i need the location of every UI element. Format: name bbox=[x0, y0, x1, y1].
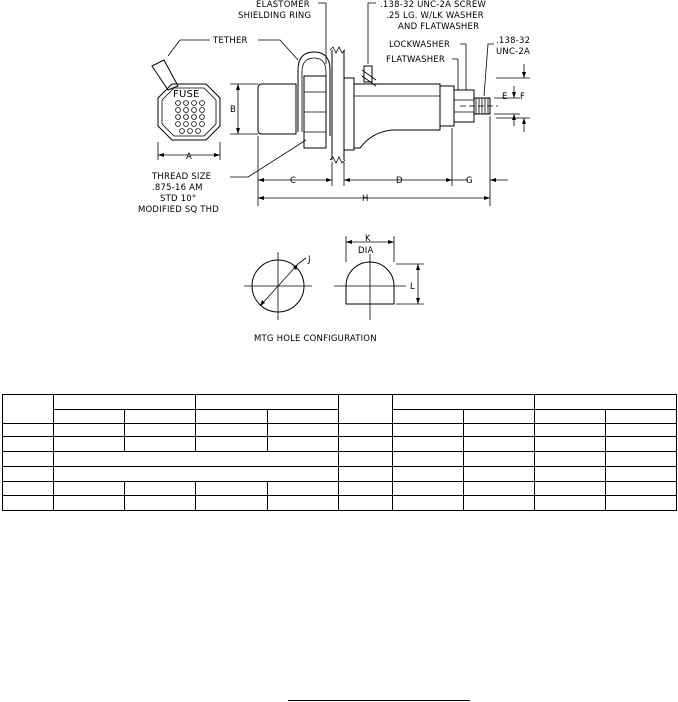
table-cell bbox=[196, 395, 339, 410]
dim-a-label: A bbox=[186, 152, 193, 162]
table-cell bbox=[54, 395, 196, 410]
screw-label-1: .138-32 UNC-2A SCREW bbox=[380, 0, 487, 10]
tether-label: TETHER bbox=[213, 36, 248, 46]
thread-label-1: THREAD SIZE bbox=[152, 172, 212, 182]
fuse-text: FUSE bbox=[173, 89, 200, 100]
dim-l-label: L bbox=[410, 282, 415, 292]
pin-grid bbox=[176, 101, 205, 134]
lockwasher-label: LOCKWASHER bbox=[389, 40, 451, 50]
dim-f-label: F bbox=[520, 92, 526, 102]
dim-c-label: C bbox=[290, 176, 297, 186]
thread-label-2: .875-16 AM bbox=[152, 183, 203, 193]
holder-side-view bbox=[230, 47, 530, 206]
table-cell bbox=[534, 395, 676, 410]
screw-label-2: .25 LG. W/LK WASHER bbox=[386, 11, 484, 21]
thread-label-3: STD 10° bbox=[160, 194, 197, 204]
dim-g-label: G bbox=[466, 176, 473, 186]
table-cell bbox=[3, 395, 54, 424]
elastomer-label-1: ELASTOMER bbox=[256, 0, 310, 10]
dim-k-label: K bbox=[365, 234, 371, 244]
table-cell bbox=[392, 395, 534, 410]
mtg-hole-caption: MTG HOLE CONFIGURATION bbox=[254, 334, 377, 344]
dim-h-label: H bbox=[362, 194, 369, 204]
flatwasher-label: FLATWASHER bbox=[386, 55, 445, 65]
stud-label-2: UNC-2A bbox=[496, 47, 531, 57]
dim-j-label: J bbox=[308, 255, 311, 265]
dim-k-dia-label: DIA bbox=[358, 246, 374, 256]
bottom-rule bbox=[288, 700, 470, 701]
stud-label-1: .138-32 bbox=[496, 36, 531, 46]
dimension-table bbox=[2, 394, 677, 511]
table-cell bbox=[339, 395, 392, 424]
dim-e-label: E bbox=[502, 92, 508, 102]
screw-label-3: AND FLATWASHER bbox=[398, 22, 480, 32]
dim-b-label: B bbox=[230, 105, 237, 115]
thread-label-4: MODIFIED SQ THD bbox=[138, 205, 220, 215]
elastomer-label-2: SHIELDING RING bbox=[238, 11, 312, 21]
mtg-hole-configuration bbox=[244, 234, 424, 344]
cap-front-view bbox=[152, 60, 220, 162]
dim-d-label: D bbox=[396, 176, 403, 186]
